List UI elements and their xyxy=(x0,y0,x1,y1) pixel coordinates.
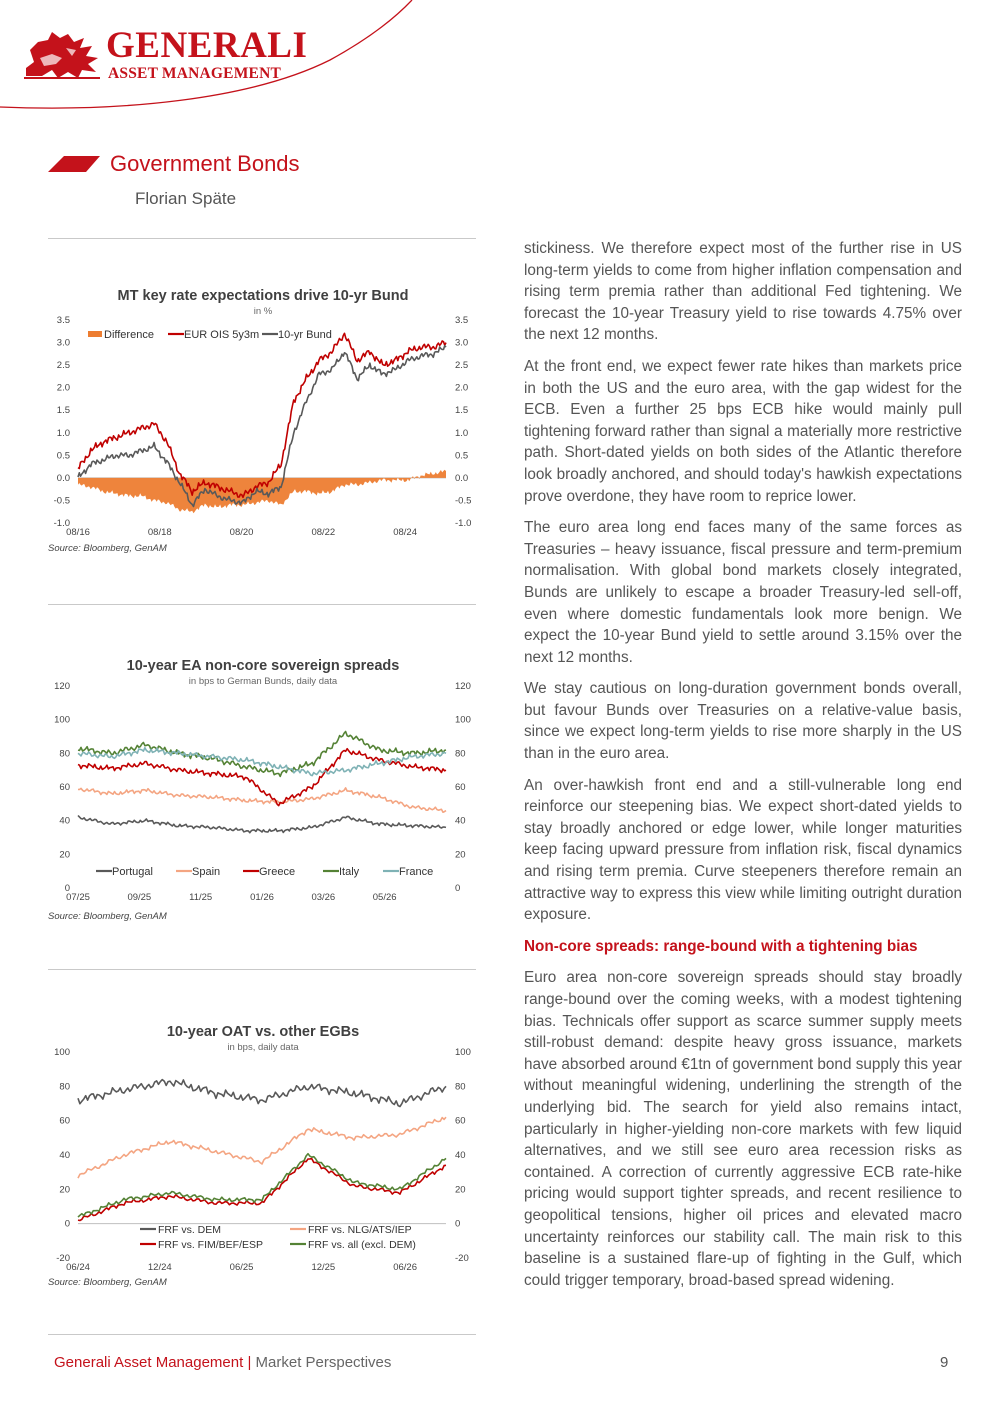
y-tick-label-left: 40 xyxy=(59,815,70,827)
y-tick-label-right: 40 xyxy=(455,1150,466,1161)
chart-title: 10-year OAT vs. other EGBs xyxy=(166,1024,360,1040)
y-tick-label-right: 20 xyxy=(455,849,466,861)
subsection-heading: Non-core spreads: range-bound with a tightening bias xyxy=(524,937,918,955)
legend-label: FRF vs. FIM/BEF/ESP xyxy=(158,1239,264,1251)
y-tick-label-left: 60 xyxy=(59,782,70,793)
series-line-1 xyxy=(78,1117,446,1178)
chart-subtitle: in bps to German Bunds, daily data xyxy=(188,676,338,687)
x-tick-label: 06/24 xyxy=(66,1262,90,1273)
legend-label: FRF vs. DEM xyxy=(158,1224,221,1236)
y-tick-label-left: 80 xyxy=(59,1081,70,1093)
footer-brand: Generali Asset Management | xyxy=(54,1354,252,1371)
lion-icon xyxy=(22,28,104,80)
x-tick-label: 06/25 xyxy=(229,1262,254,1273)
y-tick-label-right: 20 xyxy=(455,1184,466,1196)
y-tick-label-right: 40 xyxy=(455,815,466,827)
chart-1-source: Source: Bloomberg, GenAM xyxy=(48,543,167,554)
paragraph: An over-hawkish front end and a still-vulnerable long end reinforce our steepening bias. We expect short-dated yields to stay broadly anchored or edge lower, while longer maturities keep facing upward pressure from inflation risk, fiscal dynamics and rising term premia. Curve steepeners therefore remain an attractive way to express this view while limiting outright duration exposure. xyxy=(524,776,962,924)
y-tick-label-left: 3.0 xyxy=(56,337,70,349)
series-line-1 xyxy=(78,333,446,497)
legend-label: 10-yr Bund xyxy=(278,329,332,341)
chart-3-source: Source: Bloomberg, GenAM xyxy=(48,1277,167,1288)
y-tick-label-left: 0.0 xyxy=(56,472,70,484)
y-tick-label-right: -0.5 xyxy=(455,495,472,507)
y-tick-label-right: 3.5 xyxy=(455,315,469,326)
y-tick-label-left: 0 xyxy=(64,1218,70,1230)
y-tick-label-right: 120 xyxy=(455,681,471,692)
x-tick-label: 08/22 xyxy=(311,527,336,538)
y-tick-label-left: -0.5 xyxy=(53,495,70,507)
y-tick-label-left: 60 xyxy=(59,1115,70,1127)
y-tick-label-left: 1.5 xyxy=(56,405,70,417)
legend-label: Italy xyxy=(339,866,360,878)
paragraph: stickiness. We therefore expect most of the further rise in US long-term yields to come from higher inflation compensation and rising term premia rather than additional Fed tightening. We forecast the 10-year Treasury yield to rise towards 4.75% over the next 12 months. xyxy=(524,240,962,344)
legend-label: Portugal xyxy=(112,866,153,878)
y-tick-label-left: 2.5 xyxy=(56,360,70,372)
paragraph: We stay cautious on long-duration government bonds overall, but favour Bunds over Treasuries on a relative-value basis, since we expect long-term yields to rise more sharply in the US than in the euro area. xyxy=(524,680,962,763)
divider xyxy=(48,604,476,605)
chart-2 xyxy=(48,648,478,908)
y-tick-label-right: 0.0 xyxy=(455,472,469,484)
page-number: 9 xyxy=(940,1354,949,1371)
series-line-2 xyxy=(78,749,446,806)
x-tick-label: 08/18 xyxy=(147,527,172,538)
brand-name: GENERALI xyxy=(106,25,308,66)
y-tick-label-left: 80 xyxy=(59,748,70,760)
series-line-0 xyxy=(78,816,446,833)
x-tick-label: 06/26 xyxy=(393,1262,418,1273)
y-tick-label-left: 0 xyxy=(64,883,70,894)
x-tick-label: 03/26 xyxy=(311,892,336,903)
y-tick-label-right: 0 xyxy=(455,883,461,894)
y-tick-label-right: 1.0 xyxy=(455,427,469,439)
section-marker-icon xyxy=(48,156,100,172)
legend-swatch xyxy=(88,331,102,337)
y-tick-label-left: 120 xyxy=(54,681,70,692)
y-tick-label-right: 60 xyxy=(455,782,466,793)
y-tick-label-right: 3.0 xyxy=(455,337,469,349)
x-tick-label: 08/20 xyxy=(229,527,254,538)
footer xyxy=(54,1354,391,1371)
y-tick-label-left: 100 xyxy=(54,1047,70,1058)
legend-label: FRF vs. NLG/ATS/IEP xyxy=(308,1224,412,1236)
x-tick-label: 11/25 xyxy=(189,892,213,903)
footer-divider xyxy=(48,1334,476,1335)
brand-subtitle: ASSET MANAGEMENT xyxy=(108,65,282,82)
x-tick-label: 09/25 xyxy=(127,892,152,903)
x-tick-label: 08/16 xyxy=(66,527,90,538)
x-tick-label: 05/26 xyxy=(372,892,397,903)
x-tick-label: 01/26 xyxy=(250,892,274,903)
chart-2-source: Source: Bloomberg, GenAM xyxy=(48,911,167,922)
divider xyxy=(48,969,476,970)
y-tick-label-left: 3.5 xyxy=(56,315,70,326)
y-tick-label-left: 1.0 xyxy=(56,427,70,439)
y-tick-label-right: 100 xyxy=(455,1047,471,1058)
y-tick-label-right: 1.5 xyxy=(455,405,469,417)
legend-label: Greece xyxy=(259,866,296,878)
x-tick-label: 12/24 xyxy=(147,1262,172,1273)
legend-label: France xyxy=(399,866,434,878)
y-tick-label-right: 2.0 xyxy=(455,382,469,394)
footer-publication: Market Perspectives xyxy=(255,1354,392,1371)
y-tick-label-left: 20 xyxy=(59,849,70,861)
paragraph: At the front end, we expect fewer rate hikes than markets price in both the US and the euro area, with the gap widest for the ECB. Even a further 25 bps ECB hike would mainly pull tightening forward rather than signal a materially more restrictive path. Short-dated yields on both sides of the Atlantic therefore look broadly anchored, and should today's hawkish expectations prove overdone, they have room to reprice lower. xyxy=(524,357,962,505)
y-tick-label-right: 80 xyxy=(455,748,466,760)
paragraph: The euro area long end faces many of the same forces as Treasuries – heavy issuance, fiscal pressure and term-premium normalisation. With global bond markets closely integrated, Bunds are unlikely to escape a broader Treasury-led sell-off, even where domestic fundamentals look more benign. We expect the 10-year Bund yield to settle around 3.15% over the next 12 months. xyxy=(524,519,962,666)
legend-label: Difference xyxy=(104,329,154,341)
paragraph: Euro area non-core sovereign spreads should stay broadly range-bound over the coming weeks, with a modest tightening bias. Technicals offer support as scarce summer supply meets still-robust demand: despite heavy gross issuance, markets have absorbed around €1tn of government bond supply this year without meaningful widening, underlining the strength of the underlying bid. The search for yield also remains intact, particularly in higher-yielding non-core markets with few liquid alternatives, and we still see euro area recession risks as contained. A correction of currently aggressive ECB rate-hike pricing would support tighter spreads, and recent resilience to geopolitical tensions, higher oil prices and elevated macro uncertainty reinforces our stability call. The main risk to this baseline is a sustained flare-up of fighting in the Gulf, which could trigger temporary, broad-based spread widening. xyxy=(524,969,962,1289)
article-body xyxy=(524,238,962,1301)
y-tick-label-left: 0.5 xyxy=(56,450,70,462)
x-tick-label: 12/25 xyxy=(311,1262,336,1273)
x-tick-label: 07/25 xyxy=(66,892,90,903)
y-tick-label-left: 100 xyxy=(54,714,70,726)
y-tick-label-right: 60 xyxy=(455,1115,466,1127)
y-tick-label-right: 100 xyxy=(455,714,471,726)
chart-title: MT key rate expectations drive 10-yr Bund xyxy=(117,288,409,304)
divider xyxy=(48,238,476,239)
x-tick-label: 08/24 xyxy=(393,527,418,538)
chart-title: 10-year EA non-core sovereign spreads xyxy=(126,658,400,674)
y-tick-label-left: -1.0 xyxy=(53,518,70,529)
legend-label: Spain xyxy=(192,866,221,878)
y-tick-label-right: 80 xyxy=(455,1081,466,1093)
series-line-3 xyxy=(78,732,446,777)
legend-label: FRF vs. all (excl. DEM) xyxy=(308,1239,416,1251)
y-tick-label-right: 0 xyxy=(455,1218,461,1230)
chart-3-svg xyxy=(48,1014,478,1276)
chart-subtitle: in bps, daily data xyxy=(227,1042,299,1053)
chart-1-svg xyxy=(48,278,478,540)
chart-1 xyxy=(48,278,478,540)
y-tick-label-right: 2.5 xyxy=(455,360,469,372)
series-line-0 xyxy=(78,1080,446,1107)
y-tick-label-left: 20 xyxy=(59,1184,70,1196)
generali-logo xyxy=(22,25,308,88)
chart-3 xyxy=(48,1014,478,1276)
chart-2-svg xyxy=(48,648,478,908)
section-title: Government Bonds xyxy=(110,151,300,176)
y-tick-label-right: -20 xyxy=(455,1253,469,1264)
y-tick-label-right: 0.5 xyxy=(455,450,469,462)
y-tick-label-left: 2.0 xyxy=(56,382,70,394)
legend-label: EUR OIS 5y3m xyxy=(184,329,260,341)
chart-subtitle: in % xyxy=(253,306,273,317)
y-tick-label-right: -1.0 xyxy=(455,518,472,529)
y-tick-label-left: 40 xyxy=(59,1150,70,1161)
author-name: Florian Späte xyxy=(135,189,237,208)
y-tick-label-left: -20 xyxy=(56,1253,70,1264)
